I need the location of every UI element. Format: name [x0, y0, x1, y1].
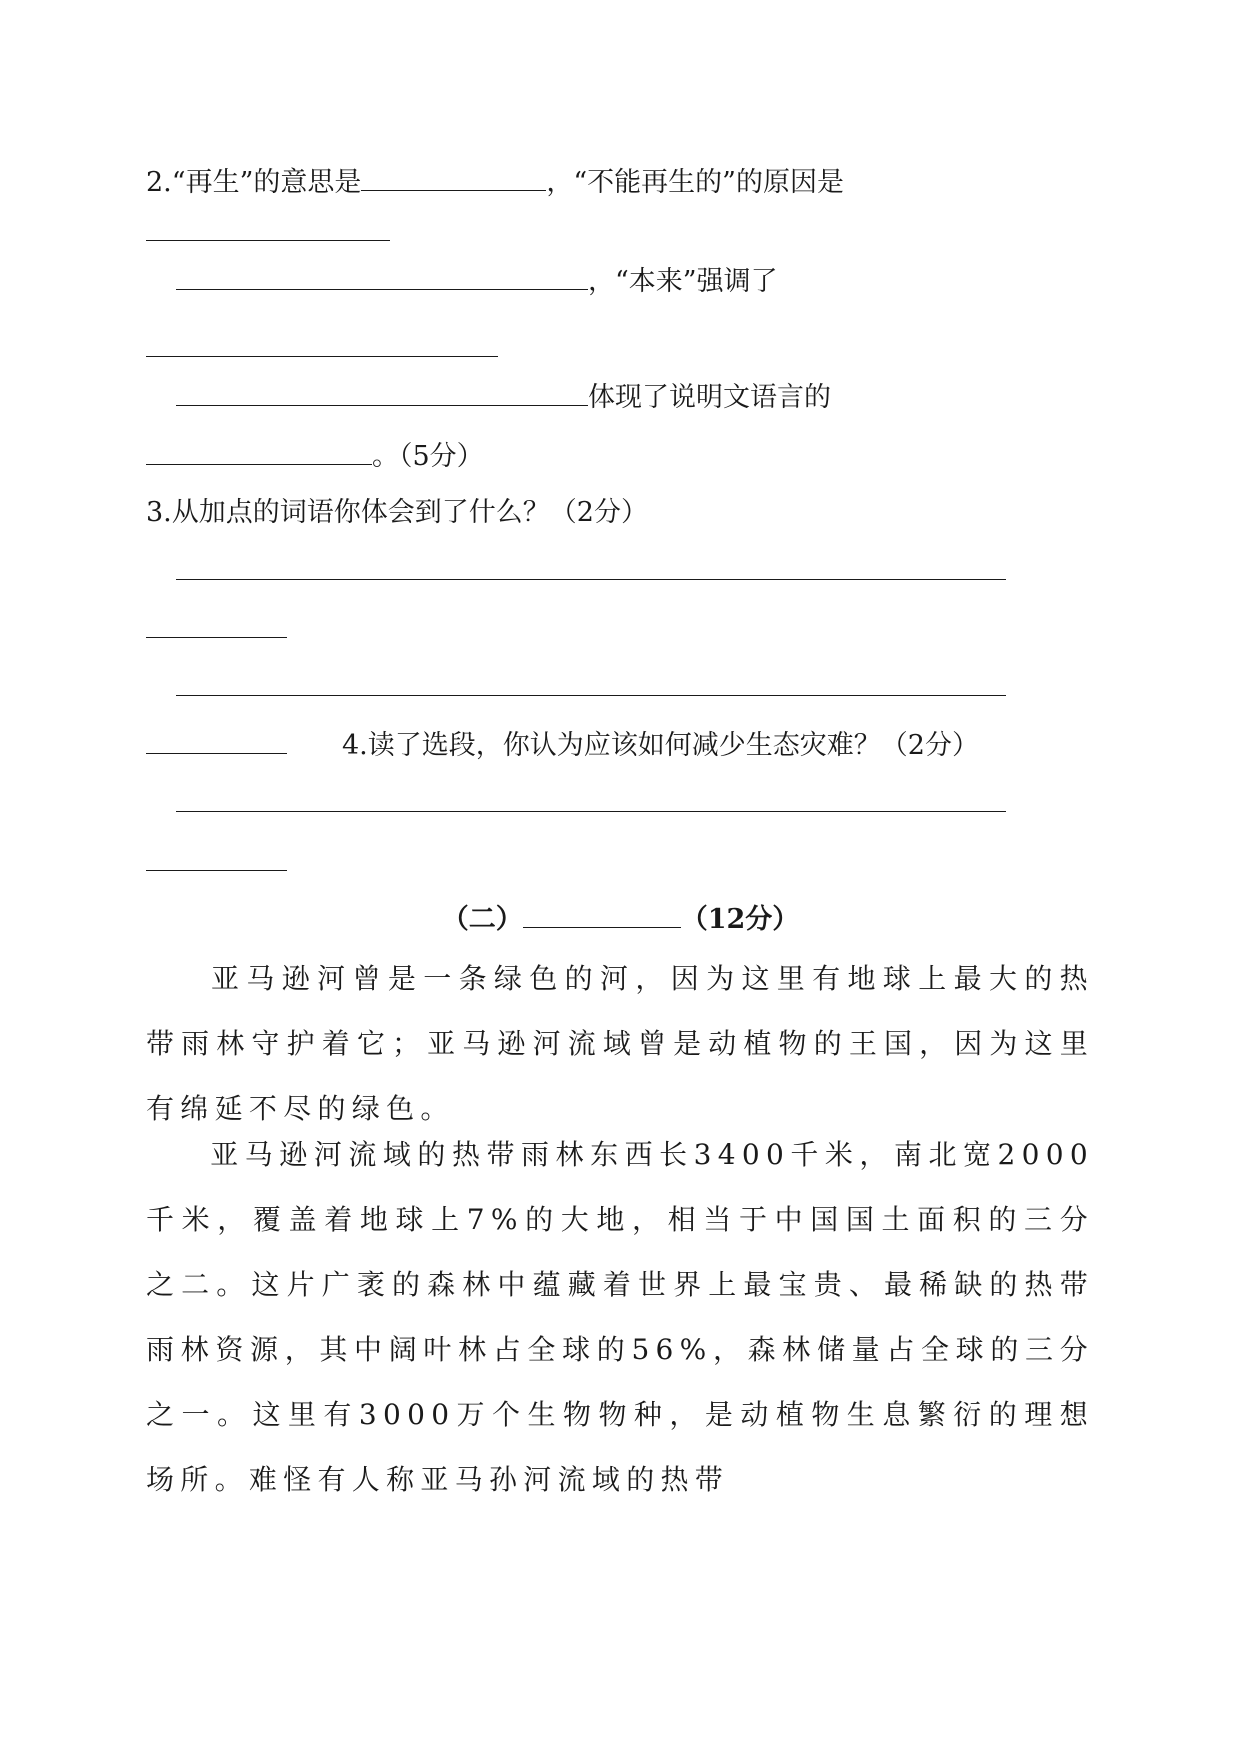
q3-answer-blank-4[interactable] [146, 727, 287, 754]
q2-blank-emphasis-b[interactable] [176, 379, 588, 406]
q4-answer-line-2 [146, 843, 287, 883]
q4-answer-blank-2[interactable] [146, 844, 287, 871]
section-2-title-blank[interactable] [523, 903, 681, 928]
q2-blank-language-feature[interactable] [146, 438, 372, 465]
section-2-heading [0, 900, 1241, 940]
passage-p1-text: 亚马逊河曾是一条绿色的河，因为这里有地球上最大的热带雨林守护着它；亚马逊河流域曾是动植物的王国，因为这里有绵延不尽的绿色。 [146, 962, 1094, 1125]
q3-answer-line-3 [176, 668, 1006, 708]
q2-line-6 [146, 437, 484, 477]
q4-line [146, 726, 979, 766]
q2-line5-suffix: 体现了说明文语言的 [588, 382, 831, 413]
q2-mid: ，“不能再生的”的原因是 [546, 167, 844, 198]
q3-answer-line-2 [146, 610, 287, 650]
q2-blank-meaning[interactable] [361, 164, 546, 191]
q3-line [146, 493, 648, 533]
q2-blank-reason-a[interactable] [146, 214, 390, 241]
q2-line6-suffix: 。（5分） [372, 441, 484, 472]
q3-answer-blank-3[interactable] [176, 669, 1006, 696]
q2-line-1 [146, 163, 844, 203]
passage-paragraph-2 [146, 1122, 1094, 1512]
passage-paragraph-1 [146, 946, 1094, 1141]
passage-p2-text: 亚马逊河流域的热带雨林东西长3400千米，南北宽2000千米，覆盖着地球上7%的大地，相当于中国国土面积的三分之二。这片广袤的森林中蕴藏着世界上最宝贵、最稀缺的热带雨林资源，其中阔叶林占全球的56%，森林储量占全球的三分之一。这里有3000万个生物物种，是动植物生息繁衍的理想场所。难怪有人称亚马孙河流域的热带 [146, 1138, 1094, 1496]
q3-text: 3.从加点的词语你体会到了什么？（2分） [146, 497, 648, 528]
q2-prefix: 2.“再生”的意思是 [146, 167, 362, 198]
q2-line-4 [146, 329, 498, 369]
q4-answer-blank-1[interactable] [176, 785, 1006, 812]
q2-blank-reason-b[interactable] [176, 263, 588, 290]
q2-blank-emphasis-a[interactable] [146, 330, 498, 357]
q4-answer-line-1 [176, 784, 1006, 824]
q2-line-5 [176, 378, 831, 418]
q2-line-2 [146, 213, 390, 253]
q3-answer-blank-2[interactable] [146, 611, 287, 638]
q2-line-3 [176, 262, 778, 302]
q3-answer-line-1 [176, 552, 1006, 592]
q3-answer-blank-1[interactable] [176, 553, 1006, 580]
q2-line3-suffix: ，“本来”强调了 [588, 266, 778, 297]
section-2-score: （12分） [680, 904, 800, 935]
q4-text: 4.读了选段，你认为应该如何减少生态灾难？（2分） [342, 730, 979, 761]
section-2-open: （二） [441, 904, 523, 935]
